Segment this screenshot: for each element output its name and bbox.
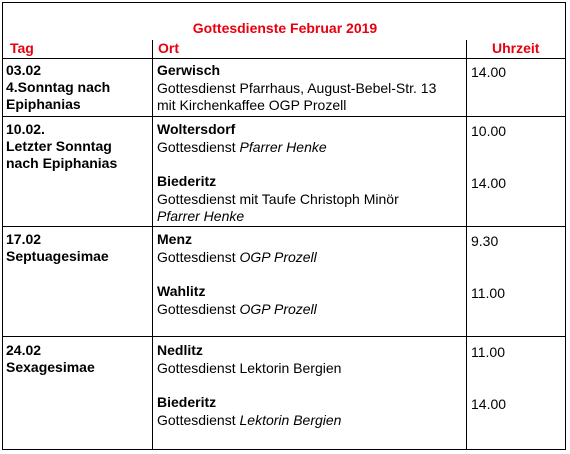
- row-divider: [2, 336, 566, 337]
- entry-time: 14.00: [471, 64, 507, 80]
- entry-place: Nedlitz: [157, 342, 203, 358]
- entry-description: Gottesdienst OGP Prozell: [157, 249, 317, 265]
- row-sunday-name: Septuagesimae: [6, 248, 109, 264]
- entry-description: mit Kirchenkaffee OGP Prozell: [157, 97, 347, 113]
- row-date: 24.02: [6, 342, 42, 358]
- entry-officiant: Pfarrer Henke: [157, 208, 245, 224]
- entry-officiant: Lektorin Bergien: [239, 412, 342, 428]
- row-divider: [2, 58, 566, 59]
- entry-description: Gottesdienst Lektorin Bergien: [157, 360, 342, 376]
- entry-place: Gerwisch: [157, 62, 221, 78]
- entry-time: 9.30: [471, 233, 499, 249]
- row-date: 03.02: [6, 62, 42, 78]
- row-sunday-name: Letzter Sonntag: [6, 138, 112, 154]
- row-divider: [2, 116, 566, 117]
- entry-officiant: OGP Prozell: [239, 249, 317, 265]
- page-title: Gottesdienste Februar 2019: [192, 20, 378, 36]
- column-header-tag: Tag: [10, 40, 34, 56]
- row-divider: [2, 226, 566, 227]
- entry-time: 10.00: [471, 123, 507, 139]
- column-header-ort: Ort: [158, 40, 179, 56]
- column-divider: [152, 40, 153, 450]
- entry-description: Gottesdienst OGP Prozell: [157, 301, 317, 317]
- entry-place: Wahlitz: [157, 283, 206, 299]
- row-sunday-name: Epiphanias: [6, 96, 81, 112]
- entry-place: Biederitz: [157, 394, 217, 410]
- row-sunday-name: 4.Sonntag nach: [6, 79, 111, 95]
- entry-time: 11.00: [471, 344, 505, 360]
- entry-description: Gottesdienst Pfarrer Henke: [157, 139, 327, 155]
- entry-description: Gottesdienst Lektorin Bergien: [157, 412, 342, 428]
- entry-place: Menz: [157, 231, 192, 247]
- entry-time: 14.00: [471, 396, 507, 412]
- row-date: 10.02.: [6, 121, 45, 137]
- entry-time: 14.00: [471, 175, 507, 191]
- column-divider: [466, 40, 467, 450]
- row-date: 17.02: [6, 231, 42, 247]
- entry-description: Gottesdienst Pfarrhaus, August-Bebel-Str. 13: [157, 80, 437, 96]
- entry-place: Biederitz: [157, 173, 217, 189]
- row-sunday-name: nach Epiphanias: [6, 155, 118, 171]
- entry-description: Gottesdienst mit Taufe Christoph Minör: [157, 191, 399, 207]
- entry-officiant: OGP Prozell: [239, 301, 317, 317]
- entry-place: Woltersdorf: [157, 121, 236, 137]
- entry-officiant: Pfarrer Henke: [239, 139, 327, 155]
- column-header-uhrzeit: Uhrzeit: [492, 40, 540, 56]
- row-sunday-name: Sexagesimae: [6, 359, 95, 375]
- entry-time: 11.00: [471, 285, 505, 301]
